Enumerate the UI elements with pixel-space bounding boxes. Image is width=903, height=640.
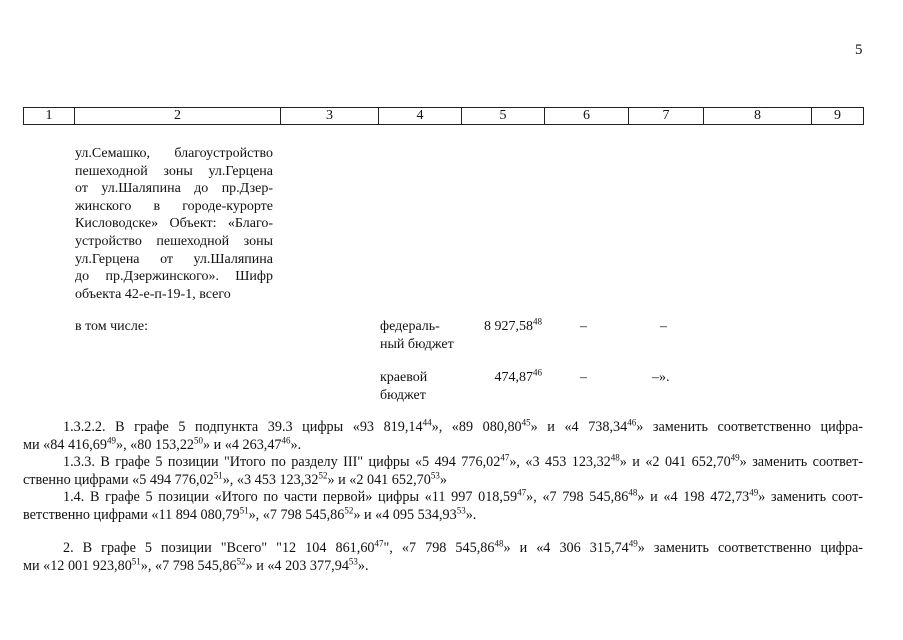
column-number: 1 (24, 108, 75, 125)
footnote-mark: 52 (344, 504, 354, 515)
including-label: в том числе: (75, 319, 148, 334)
description-line: жинского в городе-курорте (75, 198, 273, 214)
column-number: 7 (629, 108, 704, 125)
description-line: ул.Семашко, благоустройство (75, 146, 273, 161)
column-number: 4 (379, 108, 462, 125)
paragraph-line: ми «84 416,69$^{49}$», «80 153,22$^{50}$» и «4 263,47$^{46}$». (23, 434, 302, 453)
footnote-mark: 52 (318, 469, 328, 480)
footnote-mark: 50 (194, 434, 203, 445)
regional-budget-label-line1: краевой (380, 370, 428, 385)
federal-budget-label-line2: ный бюджет (380, 337, 454, 352)
regional-budget-amount (422, 369, 542, 387)
footnote-mark: 52 (236, 555, 246, 566)
footnote-mark: 51 (239, 504, 249, 515)
footnote-mark: 49 (628, 538, 638, 549)
footnote-mark: 46 (533, 367, 542, 378)
description-line: от ул.Шаляпина до пр.Дзер- (75, 181, 273, 197)
regional-budget-label (380, 369, 427, 405)
paragraph-line: 1.3.2.2. В графе 5 подпункта 39.3 цифры «93 819,14$^{44}$», «89 080,80$^{45}$» и «4 738,34$^{46}$» заменить соответственно цифра- (63, 417, 864, 435)
paragraph-1-3-3 (23, 454, 863, 489)
footnote-mark: 46 (281, 434, 291, 445)
footnote-mark: 51 (131, 555, 141, 566)
column-number: 5 (462, 108, 545, 125)
footnote-mark: 48 (610, 452, 620, 463)
paragraph-2 (23, 540, 863, 575)
footnote-mark: 47 (374, 538, 384, 549)
paragraph-1-4 (23, 489, 863, 524)
description-line: ул.Герцена от ул.Шаляпина (75, 251, 273, 267)
footnote-mark: 46 (627, 417, 637, 428)
regional-budget-label-line2: бюджет (380, 388, 426, 403)
footnote-mark: 44 (422, 417, 432, 428)
paragraph-line: 1.3.3. В графе 5 позиции "Итого по разделу III" цифры «5 494 776,02$^{47}$», «3 453 123,32$^{48}$» и «2 041 652,70$^{49}$» заменить соответ- (63, 452, 864, 470)
footnote-mark: 47 (517, 487, 527, 498)
paragraph-line: 1.4. В графе 5 позиции «Итого по части первой» цифры «11 997 018,59$^{47}$», «7 798 545,86$^{48}$» и «4 198 472,73$^{49}$» заменить соот- (63, 487, 863, 505)
footnote-mark: 47 (500, 452, 510, 463)
footnote-mark: 48 (628, 487, 638, 498)
footnote-mark: 49 (749, 487, 759, 498)
footnote-mark: 51 (213, 469, 223, 480)
description-line: до пр.Дзержинского». Шифр (75, 269, 273, 285)
regional-amount-value: 474,87 (494, 370, 533, 385)
object-description (75, 145, 273, 303)
paragraph-line: 2. В графе 5 позиции "Всего" "12 104 861,60$^{47}$", «7 798 545,86$^{48}$» и «4 306 315,74$^{49}$» заменить соответственно цифра- (63, 538, 863, 556)
column-number: 6 (545, 108, 629, 125)
column-number: 2 (75, 108, 281, 125)
footnote-mark: 53 (348, 555, 358, 566)
federal-col6-dash: – (580, 319, 587, 334)
federal-budget-amount (422, 318, 542, 336)
description-line: объекта 42-е-п-19-1, всего (75, 286, 231, 302)
footnote-mark: 48 (494, 538, 504, 549)
column-header-table (23, 107, 864, 125)
paragraph-line: ственно цифрами «5 494 776,02$^{51}$», «3 453 123,32$^{52}$» и «2 041 652,70$^{53}$» (23, 469, 447, 488)
paragraph-line: ми «12 001 923,80$^{51}$», «7 798 545,86$^{52}$» и «4 203 377,94$^{53}$». (23, 555, 369, 574)
footnote-mark: 45 (521, 417, 531, 428)
footnote-mark: 48 (533, 316, 542, 327)
column-header-row (24, 108, 864, 125)
description-line: пешеходной зоны ул.Герцена (75, 163, 273, 179)
footnote-mark: 49 (730, 452, 740, 463)
regional-col6-dash: – (580, 370, 587, 385)
footnote-mark: 49 (106, 434, 116, 445)
footnote-mark: 53 (430, 469, 440, 480)
footnote-mark: 53 (456, 504, 466, 515)
page-number: 5 (855, 42, 863, 58)
paragraph-1-3-2-2 (23, 419, 863, 454)
federal-amount-value: 8 927,58 (484, 319, 533, 334)
paragraph-line: ветственно цифрами «11 894 080,79$^{51}$», «7 798 545,86$^{52}$» и «4 095 534,93$^{53}$». (23, 504, 477, 523)
description-line: Кисловодске» Объект: «Благо- (75, 216, 273, 232)
column-number: 3 (281, 108, 379, 125)
federal-col7-dash: – (660, 319, 667, 334)
description-line: устройство пешеходной зоны (75, 233, 273, 249)
column-number: 9 (812, 108, 864, 125)
federal-budget-label-line1: федераль- (380, 319, 440, 334)
column-number: 8 (704, 108, 812, 125)
regional-col7-dash: –». (652, 370, 670, 385)
